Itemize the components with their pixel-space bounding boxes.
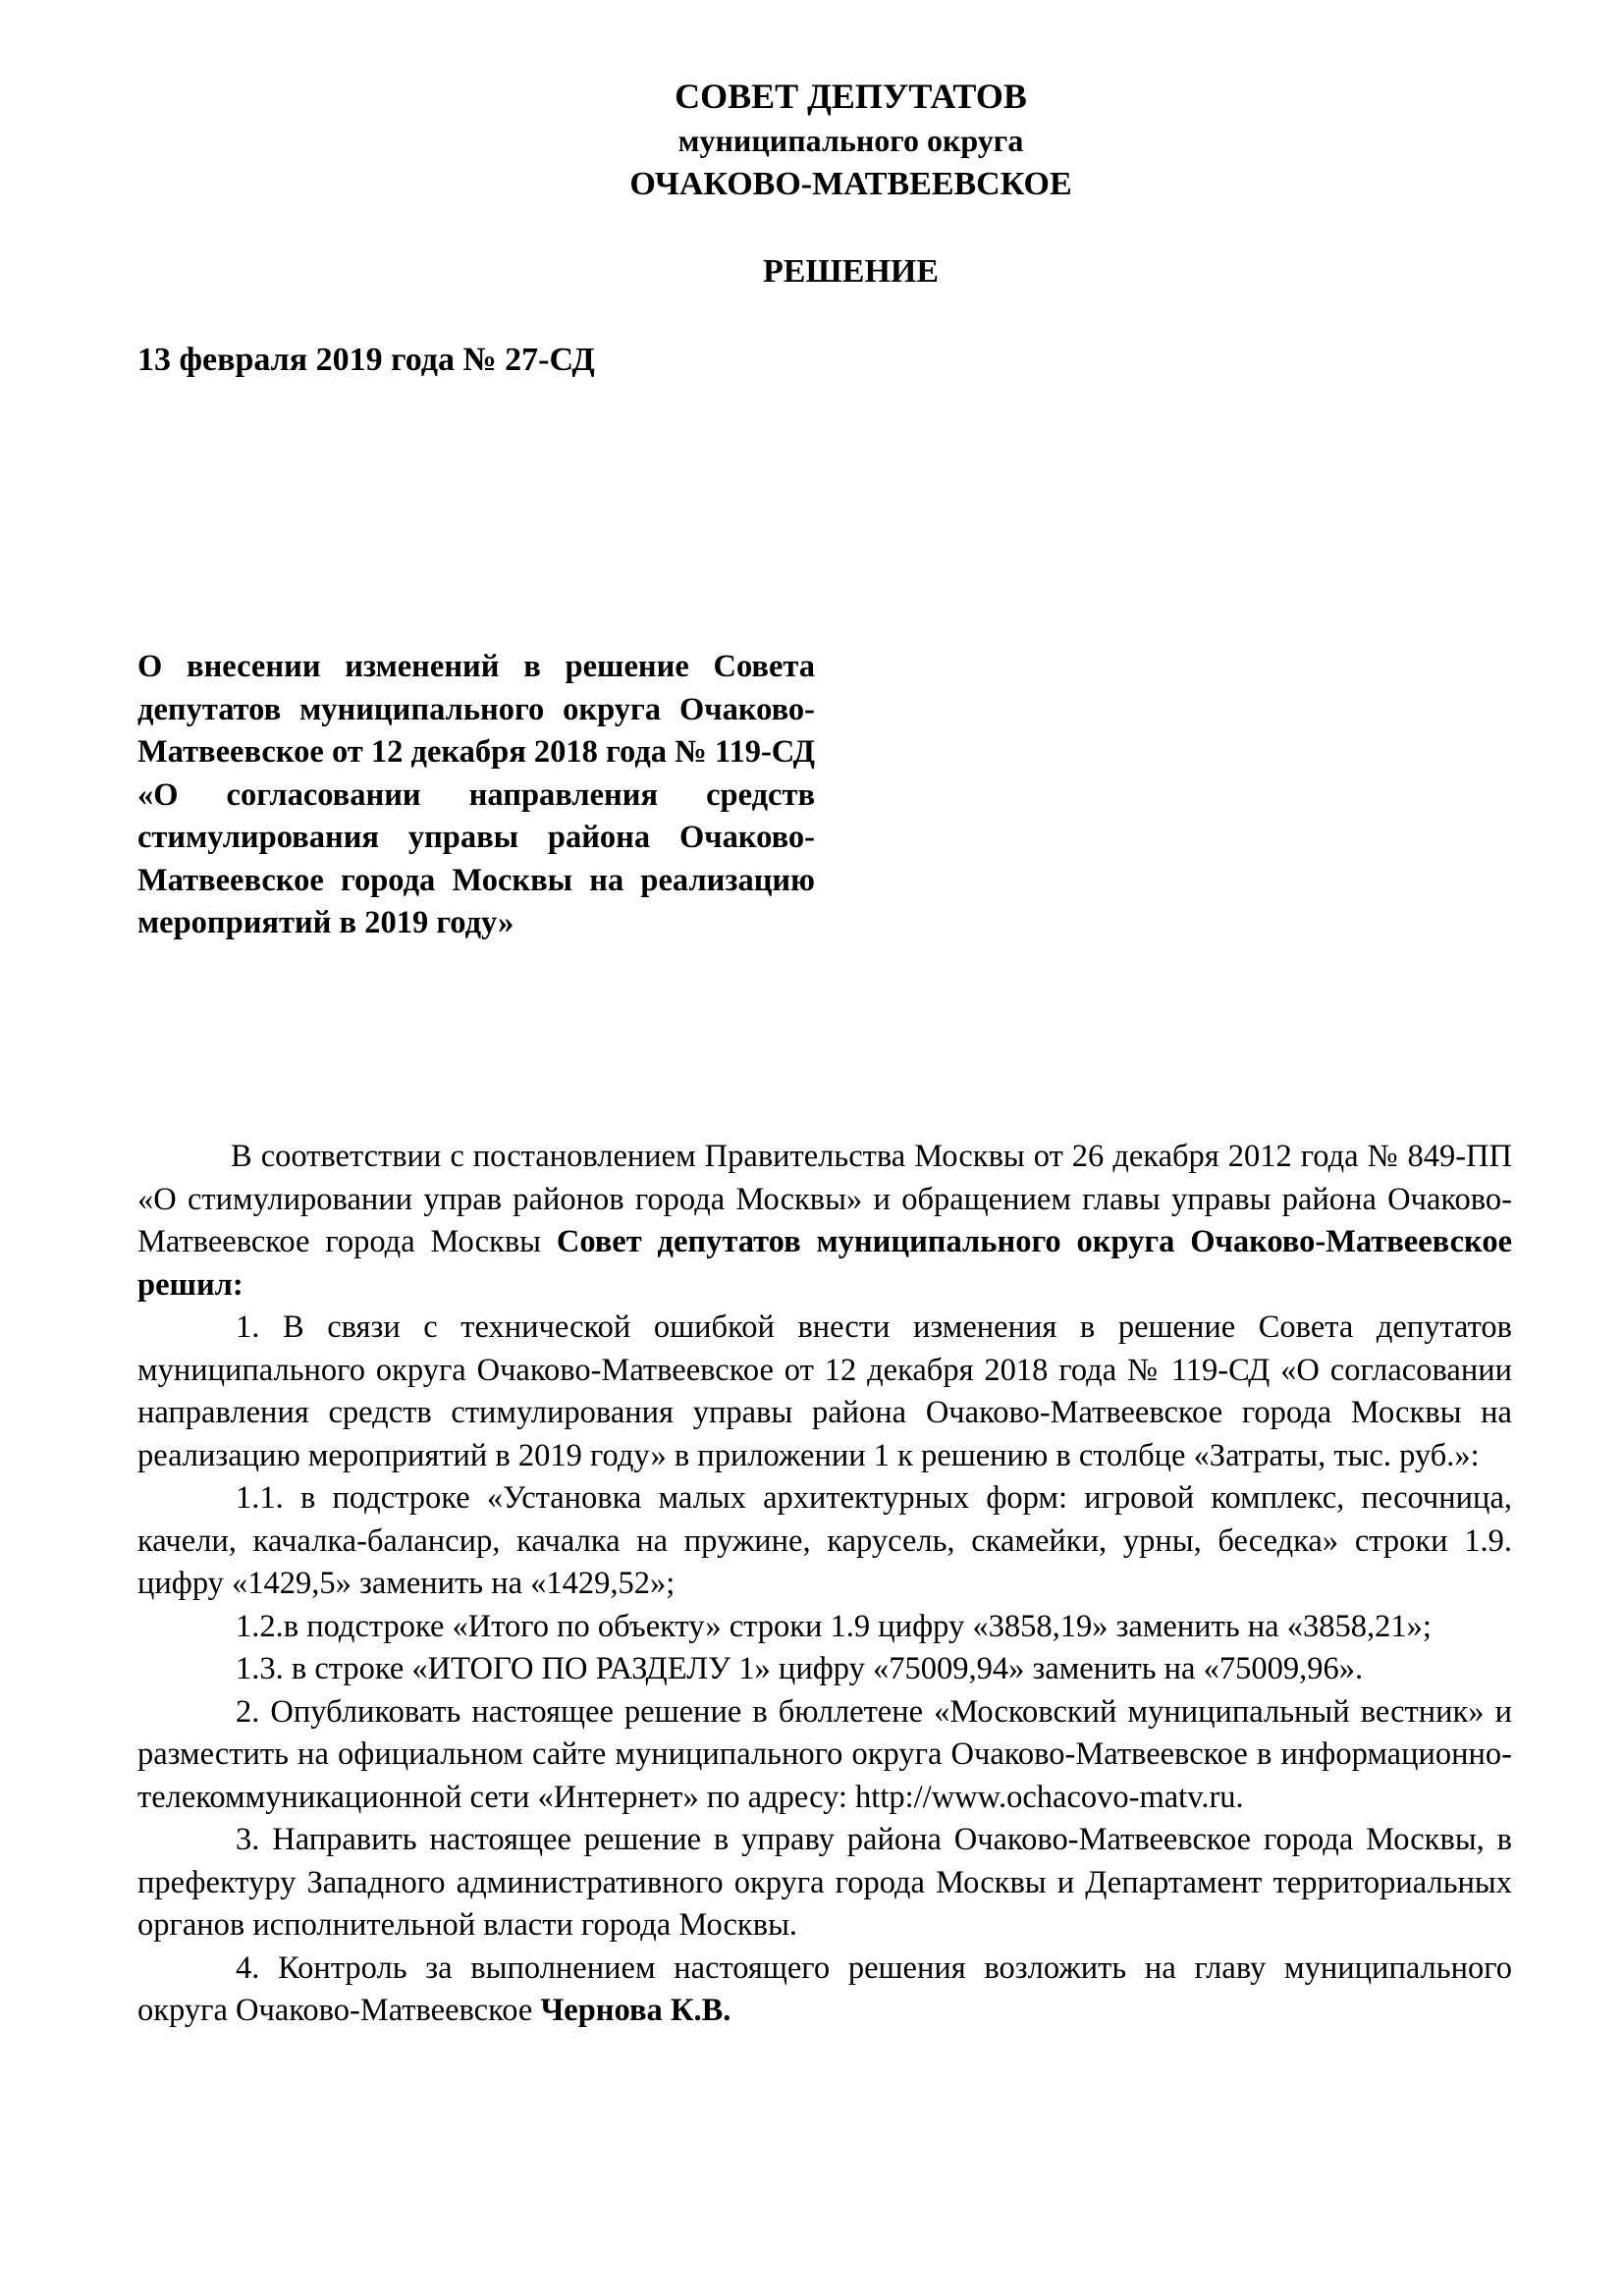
item-2: 2. Опубликовать настоящее решение в бюллетене «Московский муниципальный вестник» и разместить на официальном сайте муниципального округа Очаково-Матвеевское в информационно-телекоммуникационной сети «Интернет» по адресу: http://www.ochacovo-matv.ru. — [137, 1693, 1512, 1815]
item-1-2: 1.2.в подстроке «Итого по объекту» строки 1.9 цифру «3858,19» заменить на «3858,21»; — [236, 1608, 1432, 1644]
municipal-subheading: муниципального округа — [677, 123, 1024, 158]
item-1-3: 1.3. в строке «ИТОГО ПО РАЗДЕЛУ 1» цифру «75009,94» заменить на «75009,96». — [236, 1651, 1364, 1686]
item-3: 3. Направить настоящее решение в управу района Очаково-Матвеевское города Москвы, в префектуру Западного административного округа города Москвы и Департамент территориальных органов исполнительной власти города Москвы. — [137, 1822, 1512, 1943]
item-1: 1. В связи с технической ошибкой внести изменения в решение Совета депутатов муниципального округа Очаково-Матвеевское от 12 декабря 2018 года № 119-СД «О согласовании направления средств стимулирования управы района Очаково-Матвеевское города Москвы на реализацию мероприятий в 2019 году» в приложении 1 к решению в столбце «Затраты, тыс. руб.»: — [137, 1309, 1512, 1473]
decision-subject: О внесении изменений в решение Совета депутатов муниципального округа Очаково-Матвеевское от 12 декабря 2018 года № 119-СД «О согласовании направления средств стимулирования управы района Очаково-Матвеевское города Москвы на реализацию мероприятий в 2019 году» — [137, 649, 815, 940]
decision-title: РЕШЕНИЕ — [762, 253, 940, 290]
item-4-responsible: Чернова К.В. — [540, 1993, 731, 2028]
preamble-text: В соответствии с постановлением Правительства Москвы от 26 декабря 2012 года № 849-ПП «О стимулировании управ районов города Москвы» и обращением главы управы района Очаково-Матвеевское города Москвы — [137, 1139, 1512, 1259]
item-4 — [137, 1948, 1512, 2033]
decision-body — [137, 1136, 1512, 2033]
item-4-text: 4. Контроль за выполнением настоящего решения возложить на главу муниципального округа Очаково-Матвеевское — [137, 1949, 1512, 2028]
district-heading: ОЧАКОВО-МАТВЕЕВСКОЕ — [629, 166, 1072, 202]
preamble-resolution: Совет депутатов муниципального округа Очаково-Матвеевское решил: — [137, 1224, 1513, 1303]
item-1-1: 1.1. в подстроке «Установка малых архитектурных форм: игровой комплекс, песочница, качели, качалка-балансир, качалка на пружине, карусель, скамейки, урны, беседка» строки 1.9. цифру «1429,5» заменить на «1429,52»; — [137, 1480, 1512, 1601]
preamble-paragraph — [137, 1136, 1512, 1307]
decision-date-number: 13 февраля 2019 года № 27-СД — [137, 342, 595, 378]
council-heading: СОВЕТ ДЕПУТАТОВ — [675, 77, 1027, 116]
